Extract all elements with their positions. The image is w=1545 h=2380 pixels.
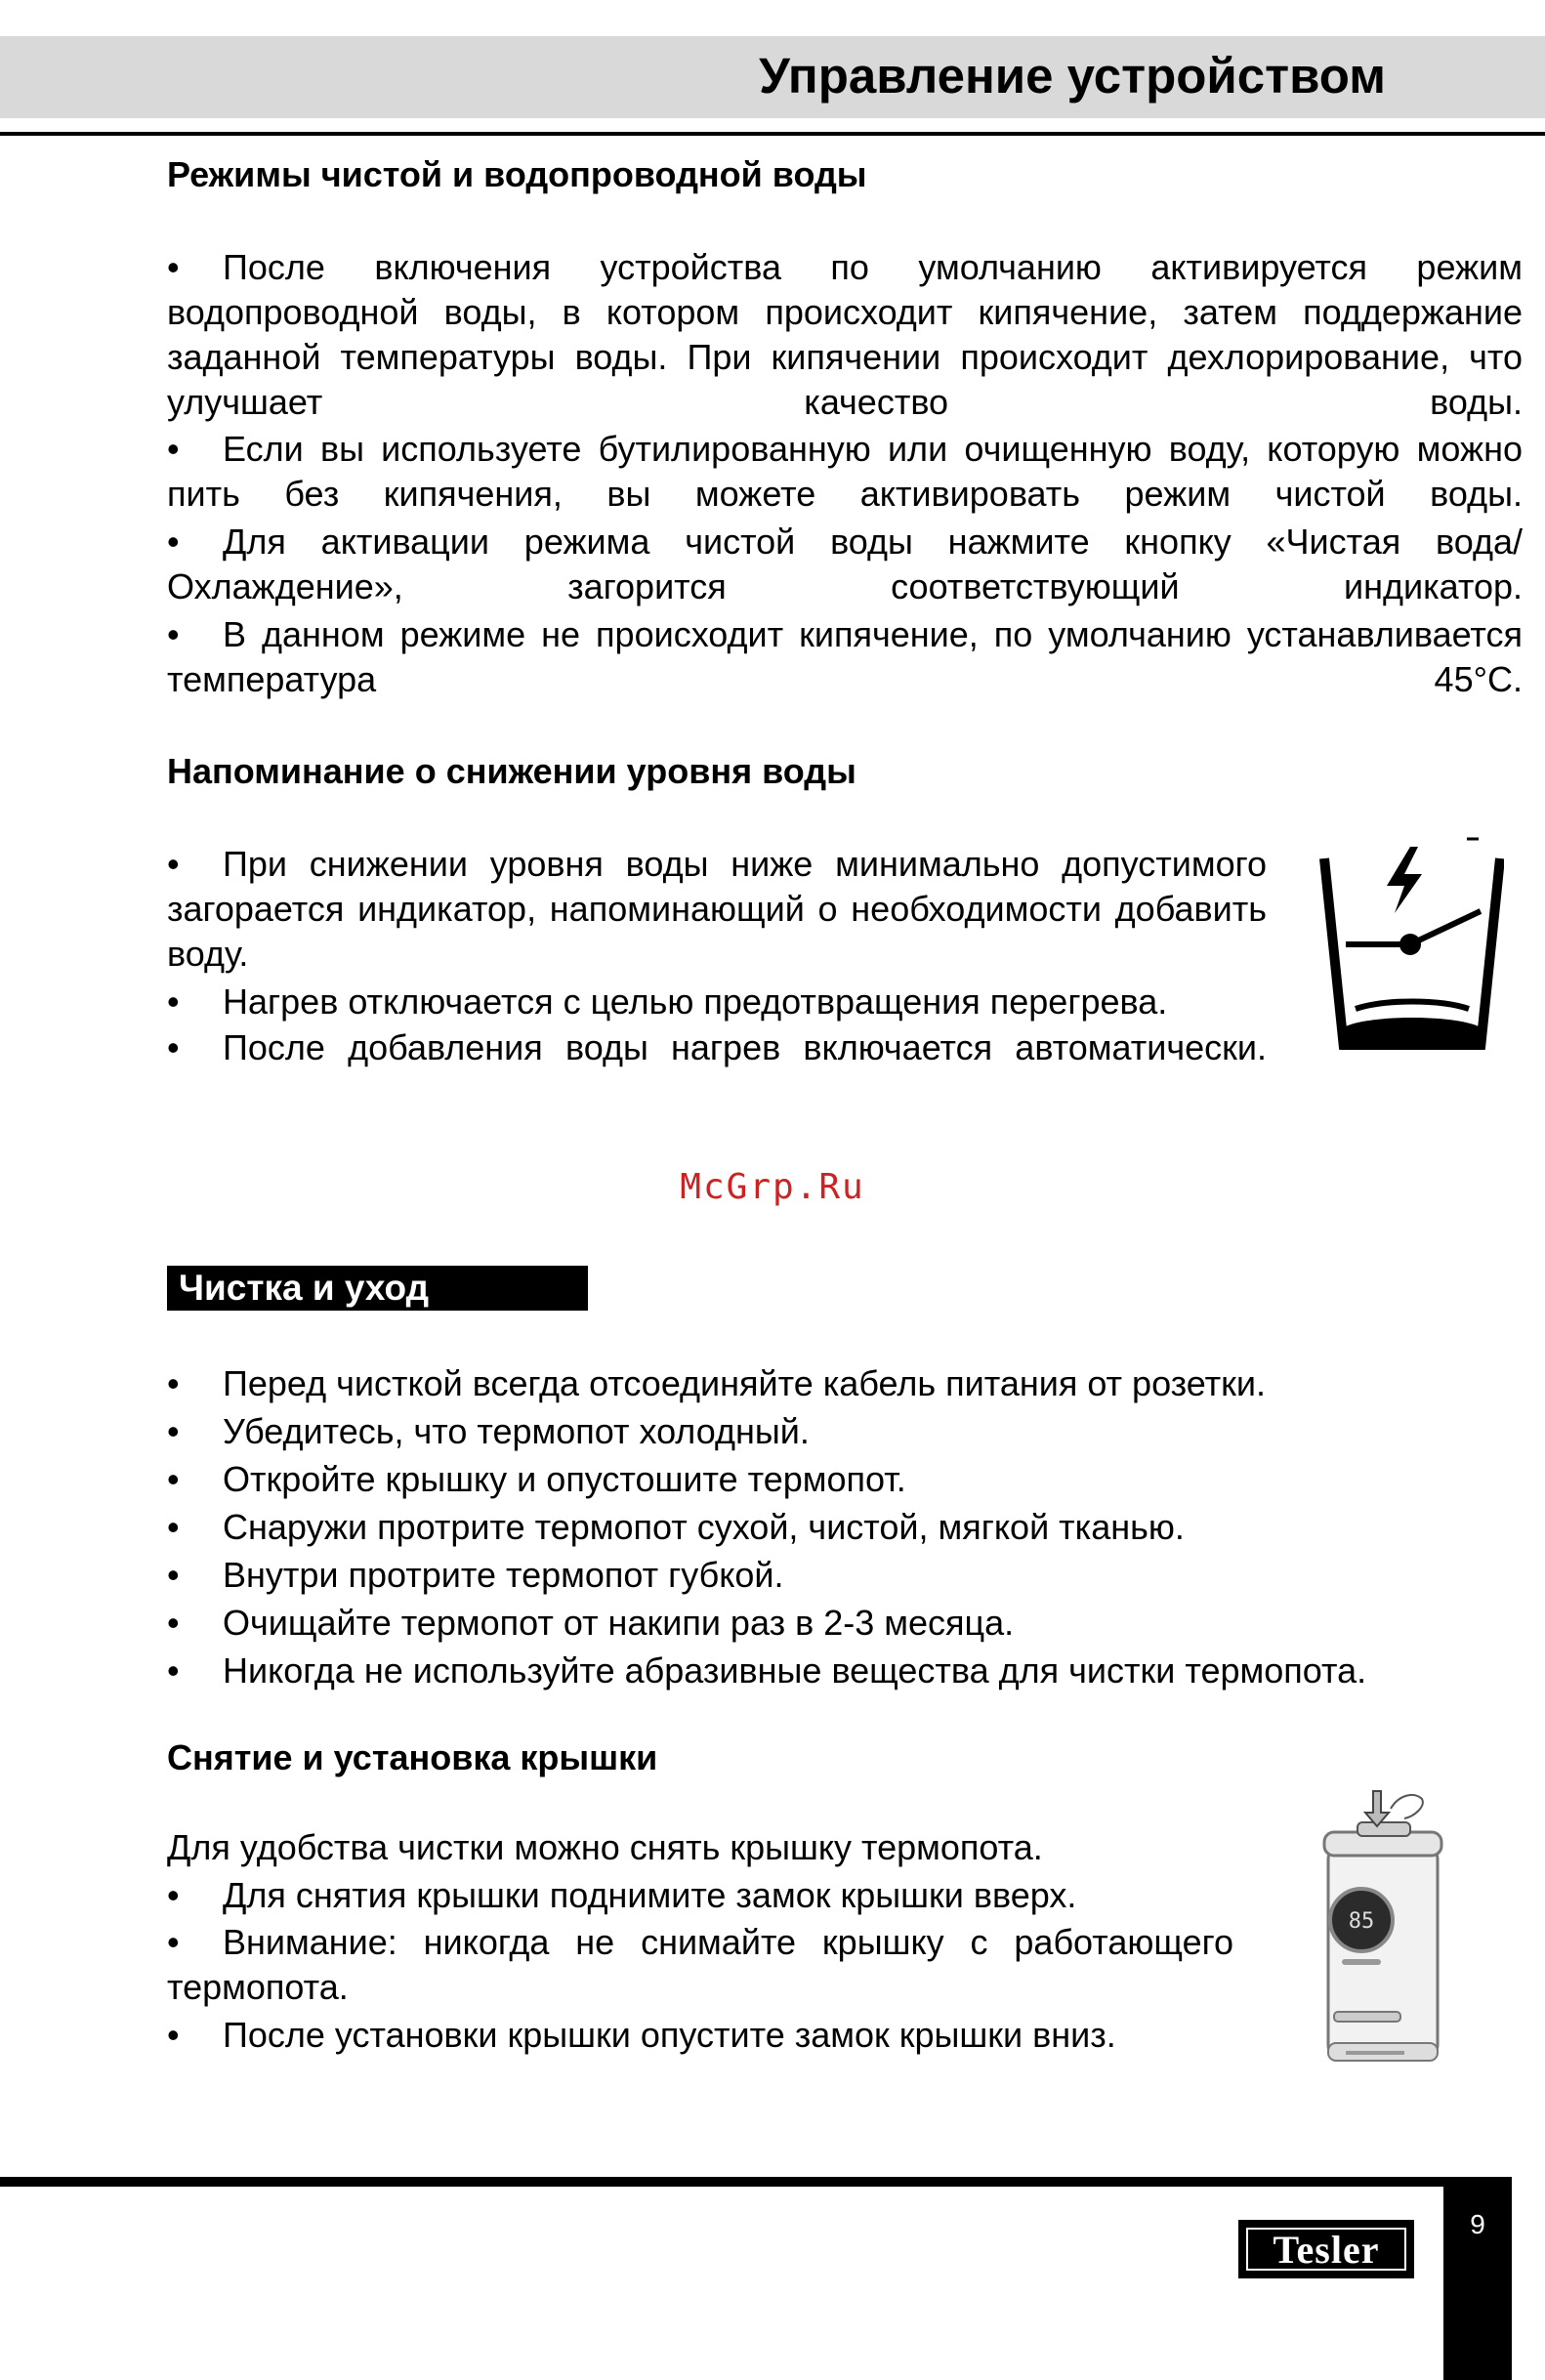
list-item: • В данном режиме не происходит кипячение, по умолчанию устанавливается температура 45°C. — [167, 614, 1523, 699]
list-item: • Для активации режима чистой воды нажмите кнопку «Чистая вода/Охлаждение», загорится соответствующий индикатор. — [167, 522, 1523, 606]
footer-page-block — [1443, 2177, 1512, 2380]
footer-divider — [0, 2177, 1512, 2187]
list-item: • Перед чисткой всегда отсоединяйте кабель питания от розетки. — [167, 1363, 1266, 1403]
page-title: Управление устройством — [759, 48, 1386, 104]
watermark: McGrp.Ru — [680, 1167, 865, 1207]
list-item: • Внутри протрите термопот губкой. — [167, 1555, 784, 1595]
list-item: • Убедитесь, что термопот холодный. — [167, 1411, 810, 1451]
page-number: 9 — [1470, 2209, 1485, 2239]
section-heading-low-water: Напоминание о снижении уровня воды — [167, 751, 856, 791]
brand-logo-text: Tesler — [1246, 2228, 1406, 2271]
header-divider — [0, 132, 1545, 136]
list-item: • Очищайте термопот от накипи раз в 2-3 месяца. — [167, 1603, 1015, 1643]
list-item: • После включения устройства по умолчанию активируется режим водопроводной воды, в котором происходит кипячение, затем поддержание заданной температуры воды. При кипячении происходит дехлорирование, что улучшает качество воды. — [167, 247, 1523, 422]
section-heading-water-modes: Режимы чистой и водопроводной воды — [167, 154, 867, 194]
brand-logo — [1238, 2220, 1414, 2278]
list-item: • Нагрев отключается с целью предотвращения перегрева. — [167, 981, 1168, 1022]
list-item: • Если вы используете бутилированную или очищенную воду, которую можно пить без кипячения, вы можете активировать режим чистой воды. — [167, 429, 1523, 514]
list-item: • Откройте крышку и опустошите термопот. — [167, 1459, 906, 1499]
list-item: • После добавления воды нагрев включается автоматически. — [167, 1027, 1267, 1067]
intro-text: Для удобства чистки можно снять крышку термопота. — [167, 1827, 1043, 1867]
list-item: • Никогда не используйте абразивные вещества для чистки термопота. — [167, 1650, 1367, 1691]
thermopot-illustration — [1316, 1787, 1449, 2072]
display-readout: 85 — [1348, 1909, 1375, 1934]
list-item: • Для снятия крышки поднимите замок крышки вверх. — [167, 1875, 1077, 1915]
list-item: • При снижении уровня воды ниже минимально допустимого загорается индикатор, напоминающий о необходимости добавить воду. — [167, 844, 1267, 974]
cleaning-list — [167, 1359, 1366, 1694]
section-heading-lid: Снятие и установка крышки — [167, 1737, 658, 1777]
low-water-level-icon — [1316, 835, 1504, 1050]
list-item: • Снаружи протрите термопот сухой, чистой, мягкой тканью. — [167, 1507, 1185, 1547]
list-item: • После установки крышки опустите замок крышки вниз. — [167, 2015, 1116, 2055]
section-heading-cleaning: Чистка и уход — [167, 1266, 588, 1311]
list-item: • Внимание: никогда не снимайте крышку с работающего термопота. — [167, 1922, 1233, 2007]
